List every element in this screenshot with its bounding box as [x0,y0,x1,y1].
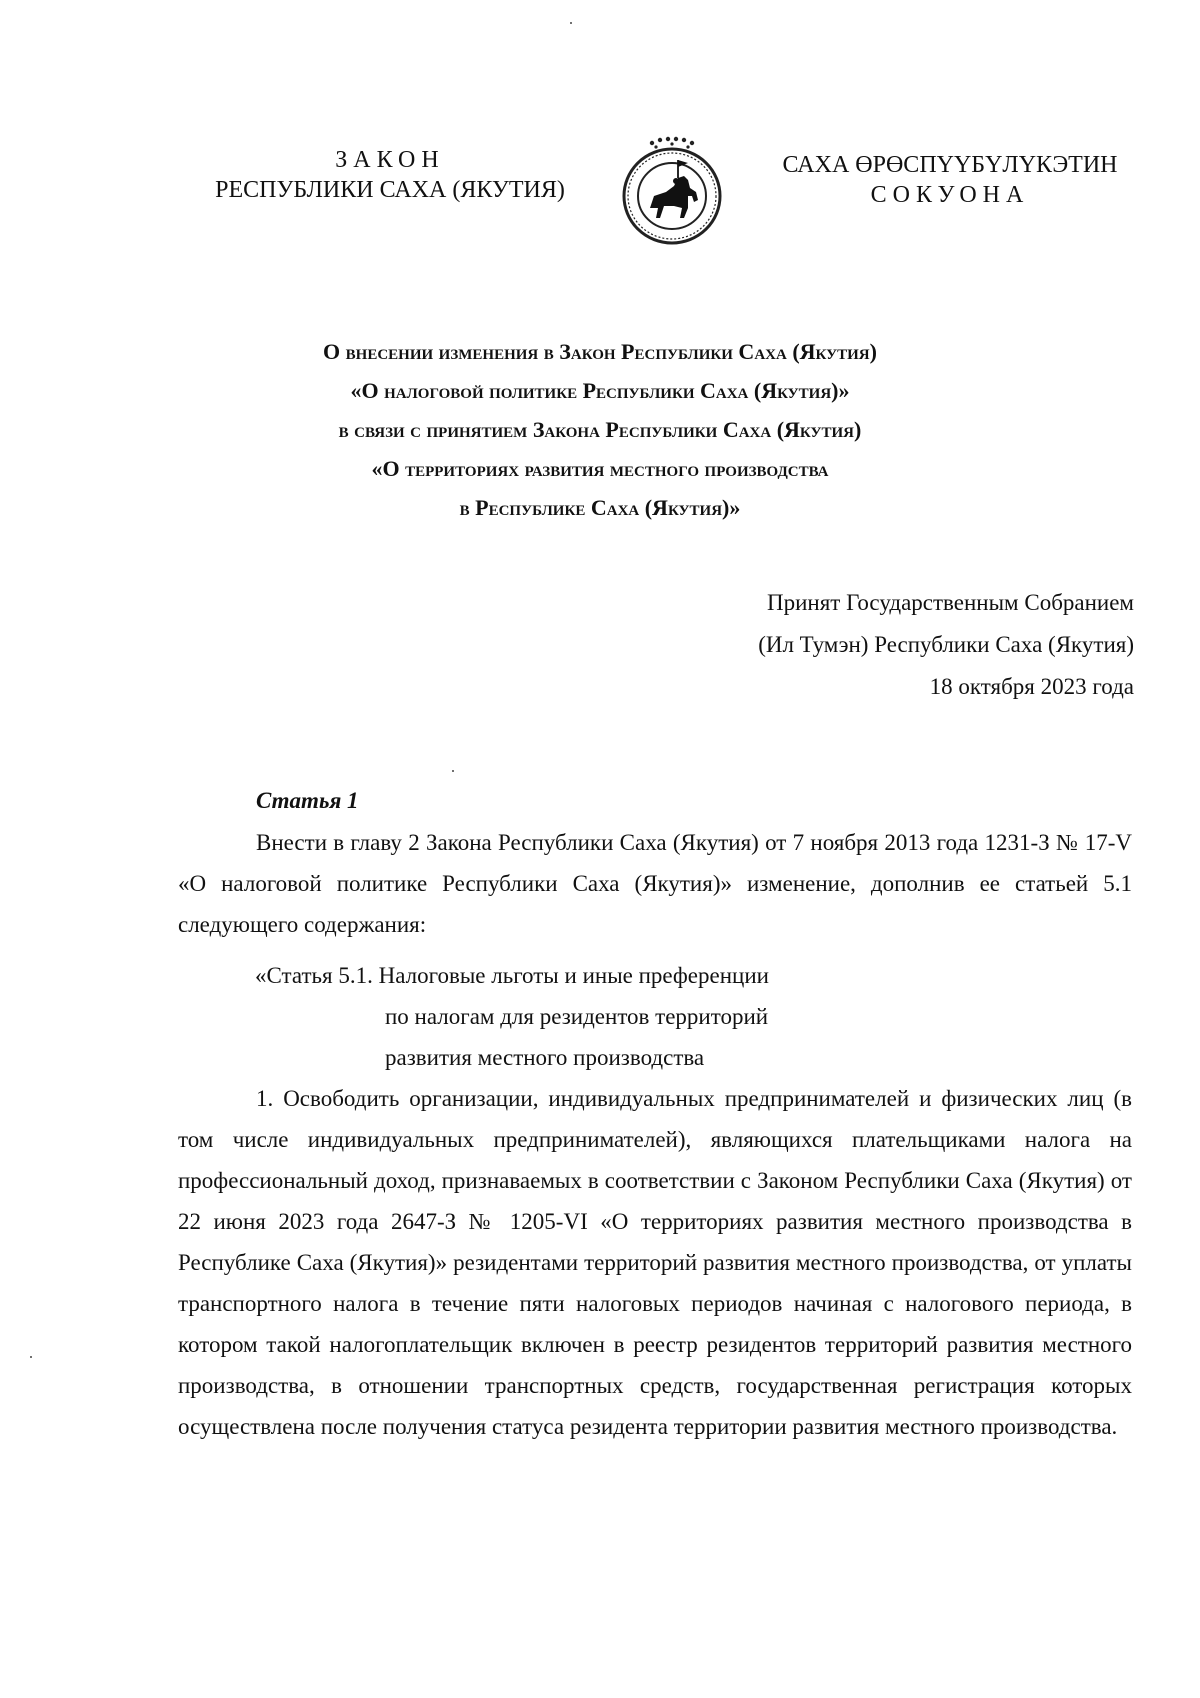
scan-speck [570,22,572,24]
adoption-line: Принят Государственным Собранием [766,590,1134,615]
caption-line: по налогам для резидентов территорий [385,1004,769,1029]
coat-of-arms-sakha-emblem-icon [618,134,726,246]
adoption-date: 18 октября 2023 года [929,674,1134,699]
title-line: «О налоговой политике Республики Саха (Якутия)» [350,378,850,403]
scan-speck [452,770,454,772]
adoption-note [758,582,1134,708]
adoption-line: (Ил Тумэн) Республики Саха (Якутия) [758,632,1134,657]
intro-paragraph: Внести в главу 2 Закона Республики Саха (Якутия) от 7 ноября 2013 года 1231-З № 17-V «О налоговой политике Республики Саха (Якутия)» изменение, дополнив ее статьей 5.1 следующего содержания: [178,830,1132,937]
scan-speck [30,1356,32,1358]
republic-name-ru: РЕСПУБЛИКИ САХА (ЯКУТИЯ) [215,177,565,203]
title-line: «О территориях развития местного производства [371,456,829,481]
title-line: в Республике Саха (Якутия)» [459,495,741,520]
article-intro [178,822,1132,945]
paragraph-text: 1. Освободить организации, индивидуальных предпринимателей и физических лиц (в том числе индивидуальных предпринимателей), являющихся плательщиками налога на профессиональный доход, признаваемых в соответствии с Законом Республики Саха (Якутия) от 22 июня 2023 года 2647-З № 1205-VI «О территориях развития местного производства в Республике Саха (Якутия)» резидентами территорий развития местного производства, от уплаты транспортного налога в течение пяти налоговых периодов начиная с налогового периода, в котором такой налогоплательщик включен в реестр резидентов территорий развития местного производства, в отношении транспортных средств, государственная регистрация которых осуществлена после получения статуса резидента территории развития местного производства. [178,1086,1132,1439]
law-word-sakha: СОКУОНА [870,182,1030,208]
law-title [180,332,1020,527]
header-left [180,145,600,205]
article-caption [255,955,769,1078]
title-line: в связи с принятием Закона Республики Саха (Якутия) [338,417,862,442]
title-line: О внесении изменения в Закон Республики Саха (Якутия) [323,339,877,364]
republic-name-sakha: САХА ӨРӨСПҮҮБҮЛҮКЭТИН [782,152,1118,178]
caption-line: «Статья 5.1. Налоговые льготы и иные преференции [255,963,769,988]
law-word: ЗАКОН [335,147,445,173]
article-heading: Статья 1 [256,788,359,813]
header-right [770,150,1130,210]
article-paragraph-1 [178,1078,1132,1447]
caption-line: развития местного производства [385,1045,705,1070]
